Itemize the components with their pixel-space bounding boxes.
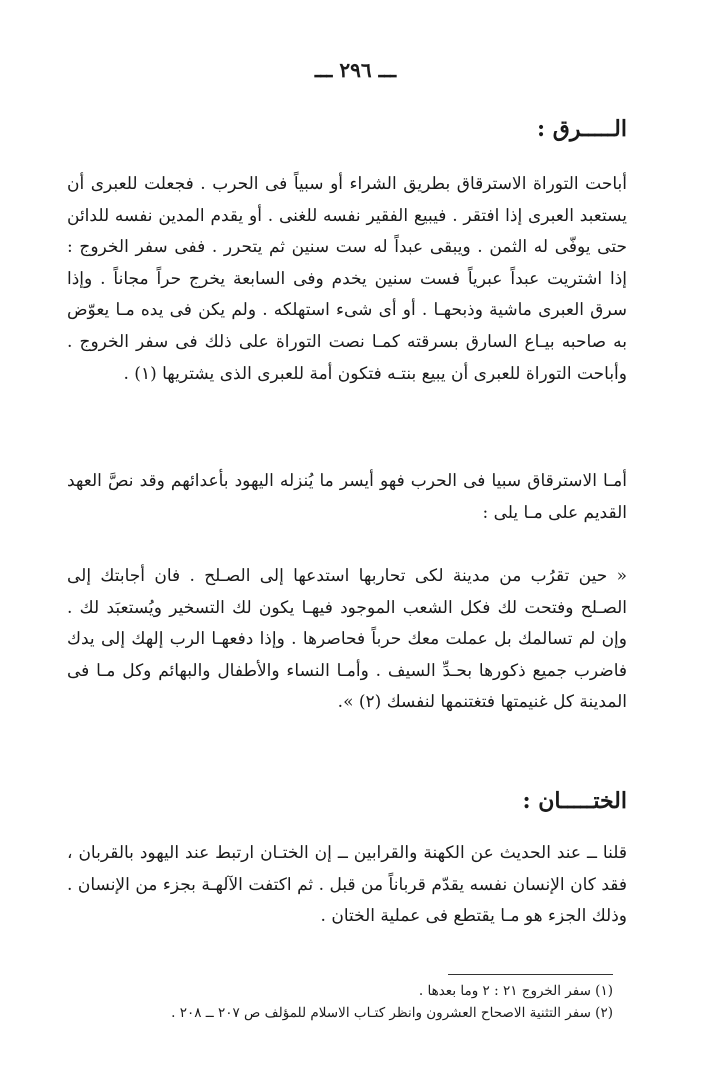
paragraph-quotation: « حين تقرُب من مدينة لكى تحاربها استدعها إلى الصـلح . فان أجابتك إلى الصـلح وفتحت لك فكل الشعب الموجود فيهـا يكون لك التسخير ويُستعبَد لك . وإن لم تسالمك بل عملت معك حرباً فحاصرها . وإذا دفعهـا الرب إلهك إلى يدك فاضرب جميع ذكورها بحـدِّ السيف . وأمـا النساء والأطفال والبهائم وكل مـا فى المدينة كل غنيمتها فتغتنمها لنفسك (٢) ». — [67, 566, 627, 713]
footnote-1: (١) سفر الخروج ٢١ : ٢ وما بعدها . — [418, 983, 613, 999]
footnote-2: (٢) سفر التثنية الاصحاح العشرون وانظر كتـاب الاسلام للمؤلف ص ٢٠٧ ــ ٢٠٨ . — [171, 1005, 613, 1021]
paragraph-war-captives: أمـا الاسترقاق سبيا فى الحرب فهو أيسر ما يُنزله اليهود بأعدائهم وقد نصَّ العهد القديم على مـا يلى : — [67, 471, 627, 523]
section-heading-slavery: الـــــرق : — [536, 116, 627, 142]
paragraph-slavery-intro: أباحت التوراة الاسترقاق بطريق الشراء أو سبياً فى الحرب . فجعلت للعبرى أن يستعبد العبرى إذا افتقر . فيبيع الفقير نفسه للغنى . أو يقدم المدين نفسه للدائن حتى يوفّى له الثمن . ويبقى عبداً له ست سنين ثم يتحرر . ففى سفر الخروج : إذا اشتريت عبداً عبرياً فست سنين يخدم وفى السابعة يخرج حراً مجاناً . وإذا سرق العبرى ماشية وذبحهـا . أو أى شىء استهلكه . ولم يكن فى يده مـا يعوّض به صاحبه بيـاع السارق بسرقته كمـا نصت التوراة على ذلك فى سفر الخروج . وأباحت التوراة للعبرى أن يبيع بنتـه فتكون أمة للعبرى الذى يشتريها (١) . — [67, 174, 627, 384]
footnote-divider — [448, 974, 613, 975]
page-number: ـــ ٢٩٦ ـــ — [314, 58, 397, 82]
footnotes — [93, 980, 613, 1024]
section-heading-circumcision: الختـــــان : — [522, 788, 627, 814]
paragraph-circumcision: قلنا ــ عند الحديث عن الكهنة والقرابين ــ إن الختـان ارتبط عند اليهود بالقربان ، فقد كان الإنسان نفسه يقدّم قرباناً من قبل . ثم اكتفت الآلهـة بجزء من الإنسان . وذلك الجزء هو مـا يقتطع فى عملية الختان . — [67, 843, 627, 927]
